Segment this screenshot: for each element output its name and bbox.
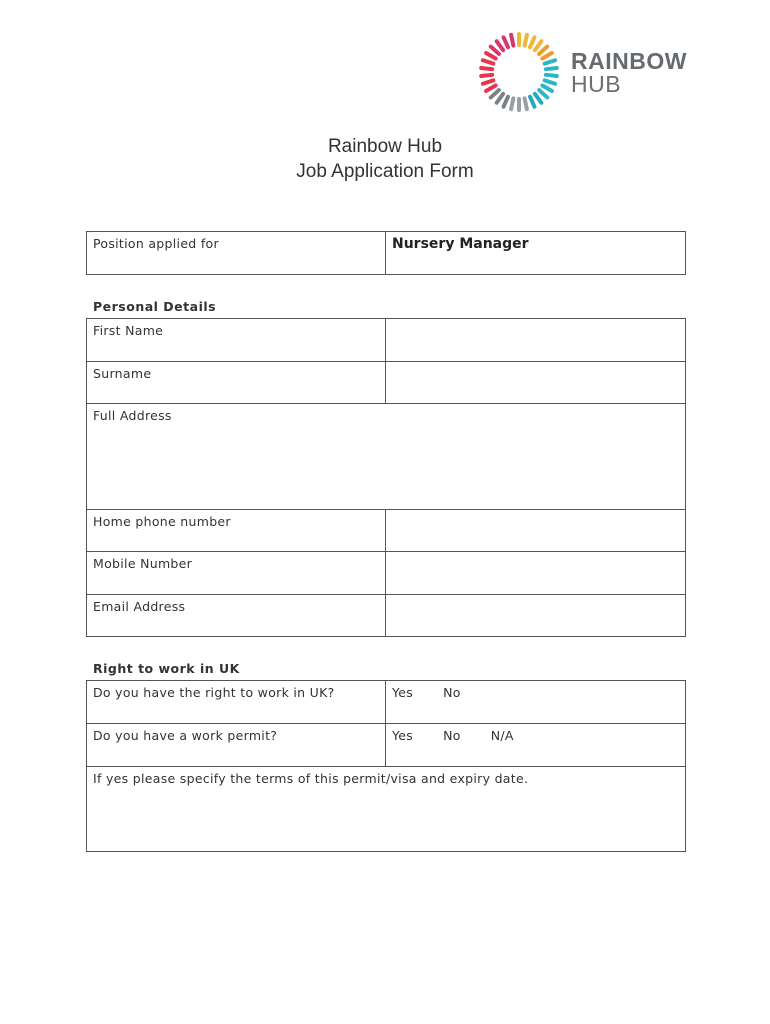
position-label: Position applied for bbox=[87, 232, 386, 275]
logo-ring-icon bbox=[474, 30, 564, 114]
logo-dash bbox=[535, 41, 541, 50]
rainbow-hub-logo bbox=[474, 30, 704, 114]
logo-dash bbox=[491, 90, 499, 97]
work-permit-na-option[interactable]: N/A bbox=[490, 728, 514, 743]
right-to-work-heading: Right to work in UK bbox=[93, 661, 240, 676]
logo-dash bbox=[525, 98, 527, 109]
right-to-work-table bbox=[86, 680, 686, 852]
right-to-work-question: Do you have the right to work in UK? bbox=[87, 681, 386, 724]
mobile-label: Mobile Number bbox=[87, 552, 386, 595]
logo-dash bbox=[486, 53, 496, 59]
position-table bbox=[86, 231, 686, 275]
right-to-work-yes-option[interactable]: Yes bbox=[392, 685, 414, 700]
full-address-label: Full Address bbox=[93, 408, 172, 423]
position-value[interactable] bbox=[386, 232, 686, 275]
full-address-field[interactable] bbox=[87, 404, 686, 510]
logo-dash bbox=[511, 98, 513, 109]
logo-wordmark bbox=[571, 50, 687, 96]
work-permit-options bbox=[386, 724, 686, 767]
logo-dash bbox=[539, 47, 547, 54]
logo-dash bbox=[542, 53, 552, 59]
logo-line-2: HUB bbox=[571, 71, 622, 97]
right-to-work-no-option[interactable]: No bbox=[443, 685, 461, 700]
logo-dash bbox=[481, 68, 492, 69]
logo-dash bbox=[530, 97, 534, 107]
logo-dash bbox=[481, 75, 492, 76]
logo-dash bbox=[545, 80, 555, 83]
work-permit-question: Do you have a work permit? bbox=[87, 724, 386, 767]
email-field[interactable] bbox=[386, 595, 686, 637]
permit-details-label: If yes please specify the terms of this permit/visa and expiry date. bbox=[93, 771, 529, 786]
work-permit-no-option[interactable]: No bbox=[443, 728, 461, 743]
logo-dash bbox=[546, 75, 557, 76]
logo-dash bbox=[511, 35, 513, 46]
home-phone-field[interactable] bbox=[386, 510, 686, 552]
logo-dash bbox=[483, 80, 493, 83]
logo-dash bbox=[486, 86, 496, 92]
permit-details-field[interactable] bbox=[87, 767, 686, 852]
surname-label: Surname bbox=[87, 362, 386, 404]
surname-field[interactable] bbox=[386, 362, 686, 404]
home-phone-label: Home phone number bbox=[87, 510, 386, 552]
logo-dash bbox=[535, 94, 541, 103]
logo-dash bbox=[504, 37, 508, 47]
logo-dash bbox=[545, 60, 555, 63]
logo-dash bbox=[539, 90, 547, 97]
logo-dash bbox=[546, 68, 557, 69]
logo-dash bbox=[497, 41, 503, 50]
form-title bbox=[0, 134, 770, 184]
email-label: Email Address bbox=[87, 595, 386, 637]
logo-dash bbox=[525, 35, 527, 46]
logo-line-1: RAINBOW bbox=[571, 48, 687, 74]
first-name-field[interactable] bbox=[386, 319, 686, 362]
logo-dash bbox=[497, 94, 503, 103]
mobile-field[interactable] bbox=[386, 552, 686, 595]
title-line-2: Job Application Form bbox=[296, 161, 474, 182]
title-line-1: Rainbow Hub bbox=[327, 136, 443, 157]
logo-dash bbox=[542, 86, 552, 92]
logo-dash bbox=[530, 37, 534, 47]
first-name-label: First Name bbox=[87, 319, 386, 362]
logo-dash bbox=[491, 47, 499, 54]
logo-dash bbox=[483, 60, 493, 63]
personal-details-table bbox=[86, 318, 686, 637]
right-to-work-options bbox=[386, 681, 686, 724]
logo-dash bbox=[504, 97, 508, 107]
personal-details-heading: Personal Details bbox=[93, 299, 217, 314]
position-value-text: Nursery Manager bbox=[392, 236, 529, 252]
work-permit-yes-option[interactable]: Yes bbox=[392, 728, 414, 743]
